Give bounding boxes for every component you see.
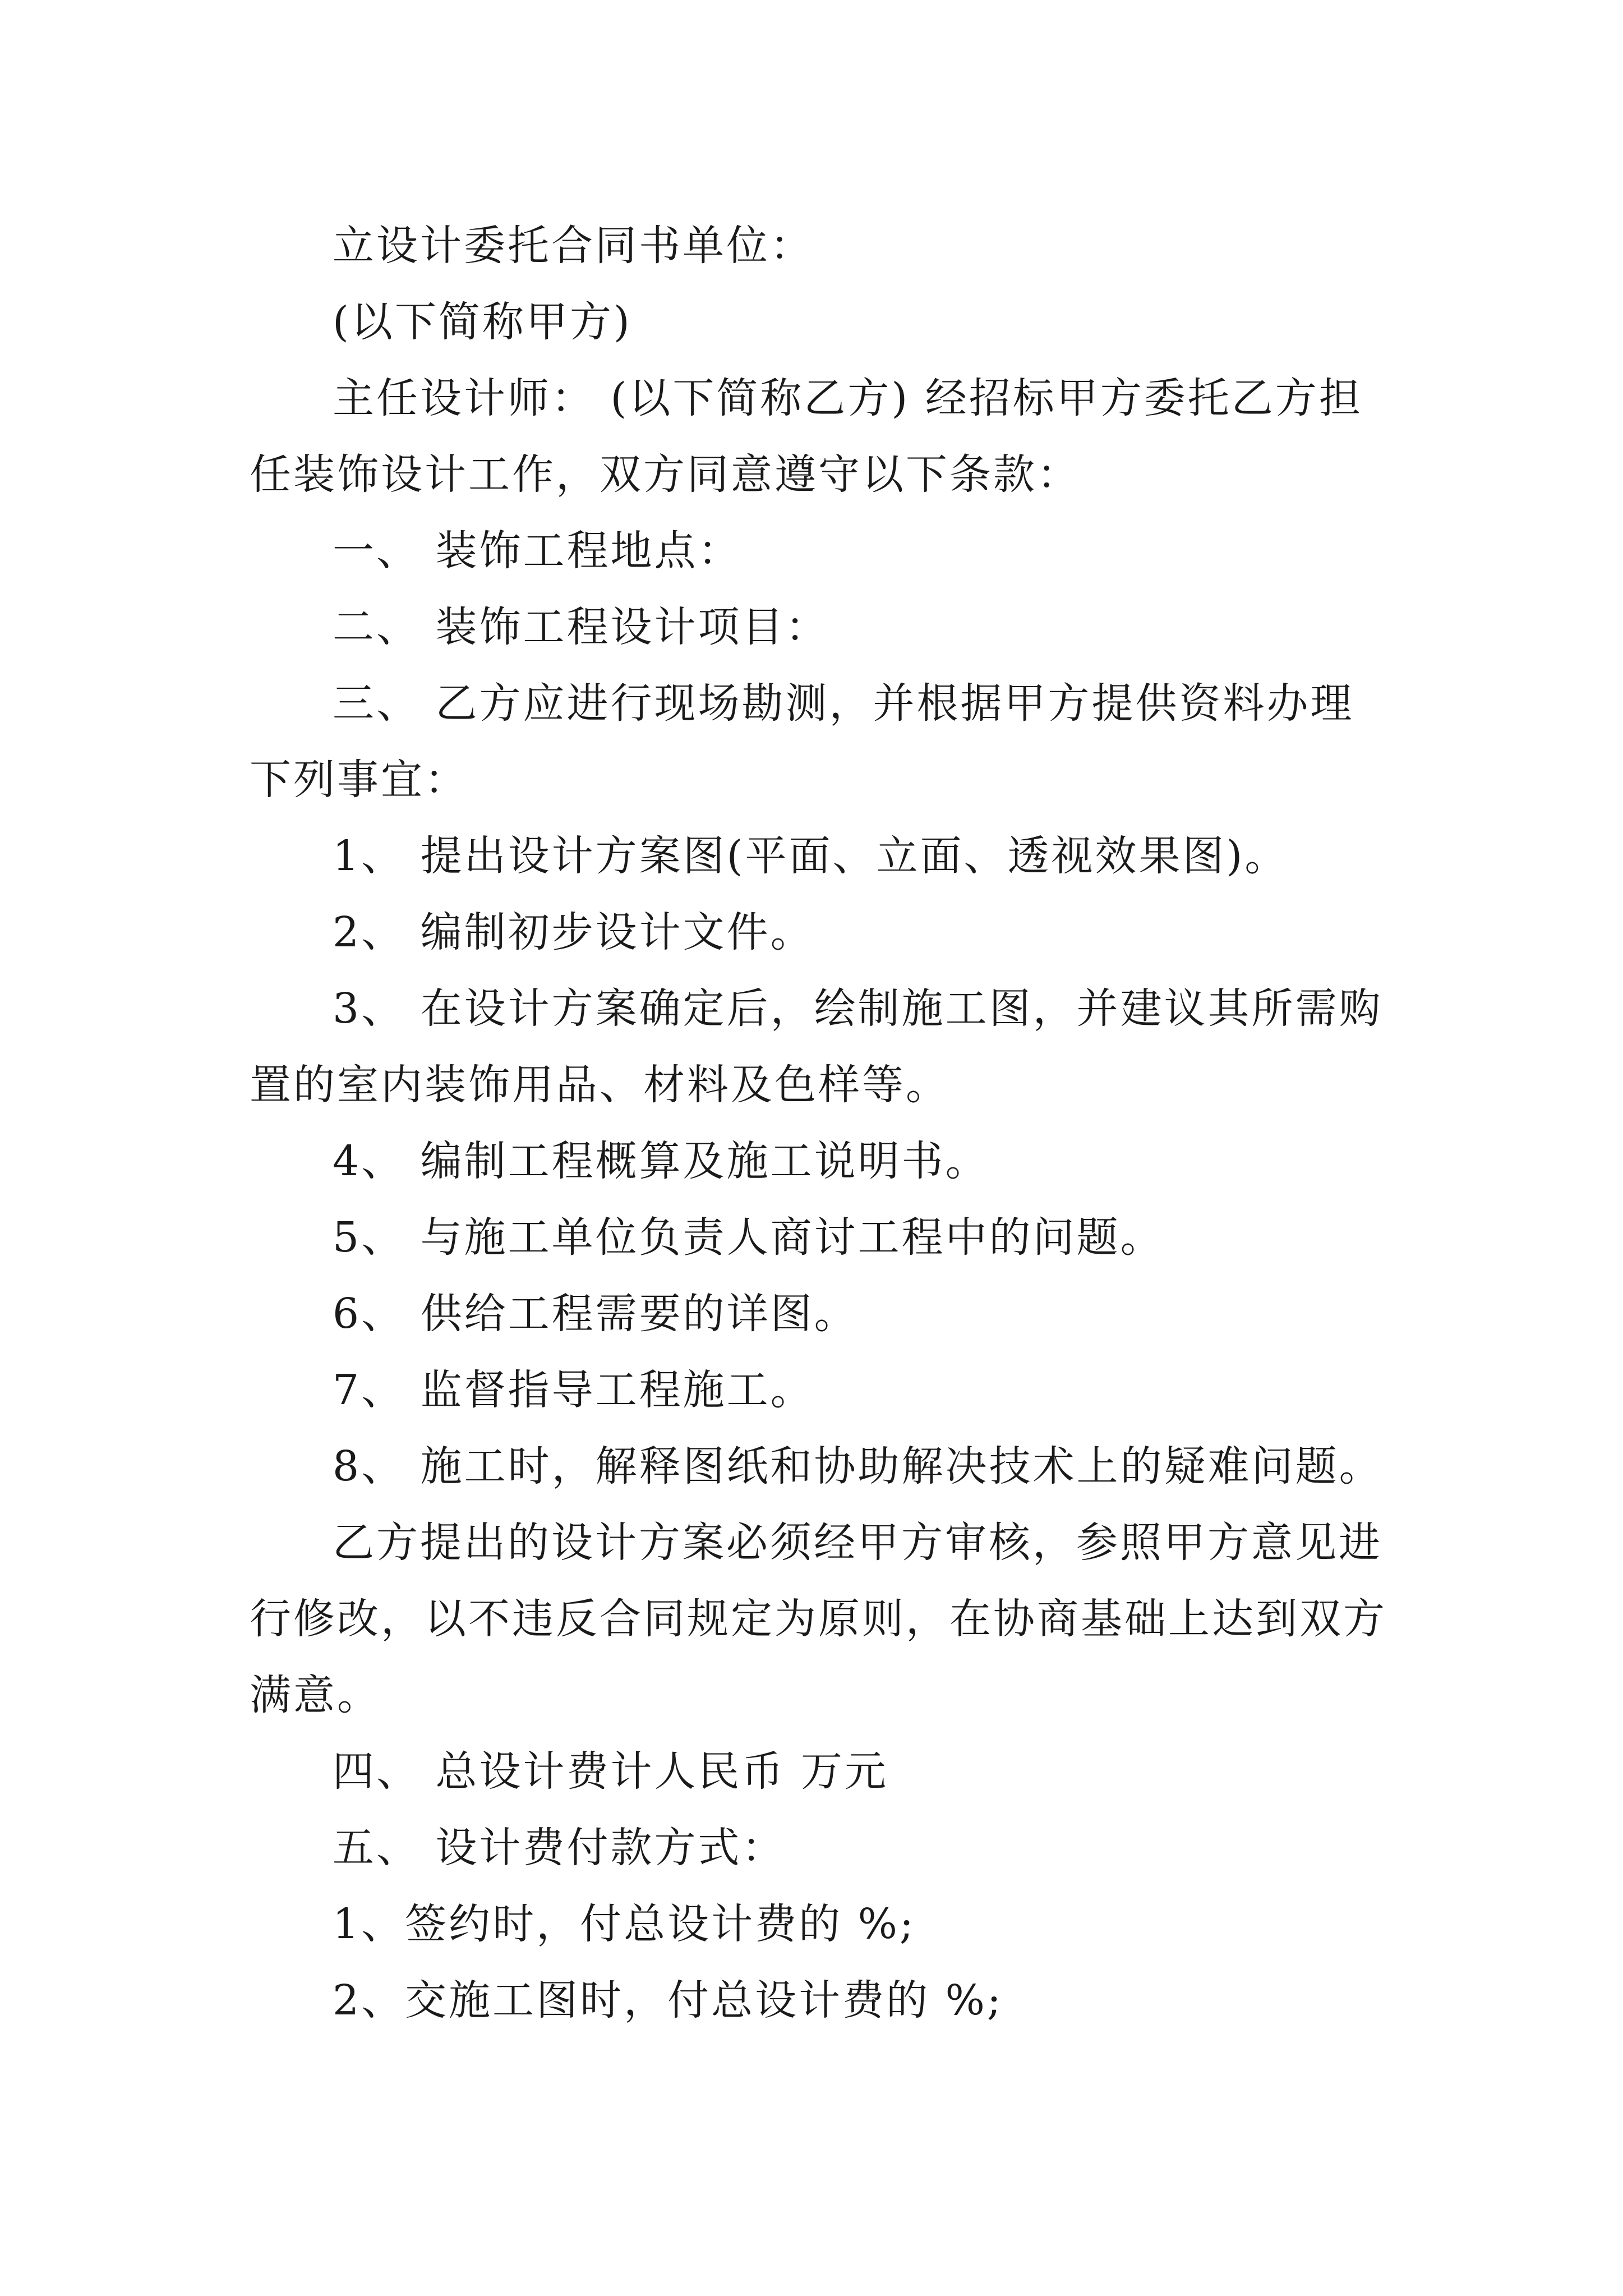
clause-3-item-1: 1、 提出设计方案图(平面、立面、透视效果图)。 xyxy=(333,832,1289,880)
contract-title-line: 立设计委托合同书单位： xyxy=(333,222,814,270)
clause-2: 二、 装饰工程设计项目： xyxy=(333,603,829,651)
review-paragraph: 乙方提出的设计方案必须经甲方审核，参照甲方意见进行修改，以不违反合同规定为原则，在协商基础上达到双方满意。 xyxy=(250,1519,1387,1719)
clause-3: 三、 乙方应进行现场勘测，并根据甲方提供资料办理下列事宜： xyxy=(250,679,1354,804)
clause-3-item-5: 5、 与施工单位负责人商讨工程中的问题。 xyxy=(333,1213,1164,1262)
clause-1: 一、 装饰工程地点： xyxy=(333,527,742,575)
party-b-paragraph: 主任设计师： (以下简称乙方) 经招标甲方委托乙方担任装饰设计工作，双方同意遵守以下条款： xyxy=(250,374,1363,499)
contract-body xyxy=(250,208,1391,2039)
clause-3-item-4: 4、 编制工程概算及施工说明书。 xyxy=(333,1137,989,1185)
clause-4: 四、 总设计费计人民币 万元 xyxy=(333,1747,889,1796)
clause-3-item-7: 7、 监督指导工程施工。 xyxy=(333,1366,814,1414)
clause-3-item-3: 3、 在设计方案确定后，绘制施工图，并建议其所需购置的室内装饰用品、材料及色样等。 xyxy=(250,984,1383,1109)
clause-3-item-2: 2、 编制初步设计文件。 xyxy=(333,908,814,956)
clause-3-item-6: 6、 供给工程需要的详图。 xyxy=(333,1290,858,1338)
party-a-note: (以下简称甲方) xyxy=(333,298,632,346)
payment-item-1: 1、签约时，付总设计费的 %; xyxy=(333,1900,916,1948)
payment-item-2: 2、交施工图时，付总设计费的 %; xyxy=(333,1976,1003,2024)
clause-5: 五、 设计费付款方式： xyxy=(333,1824,786,1872)
clause-3-item-8: 8、 施工时，解释图纸和协助解决技术上的疑难问题。 xyxy=(333,1442,1383,1490)
